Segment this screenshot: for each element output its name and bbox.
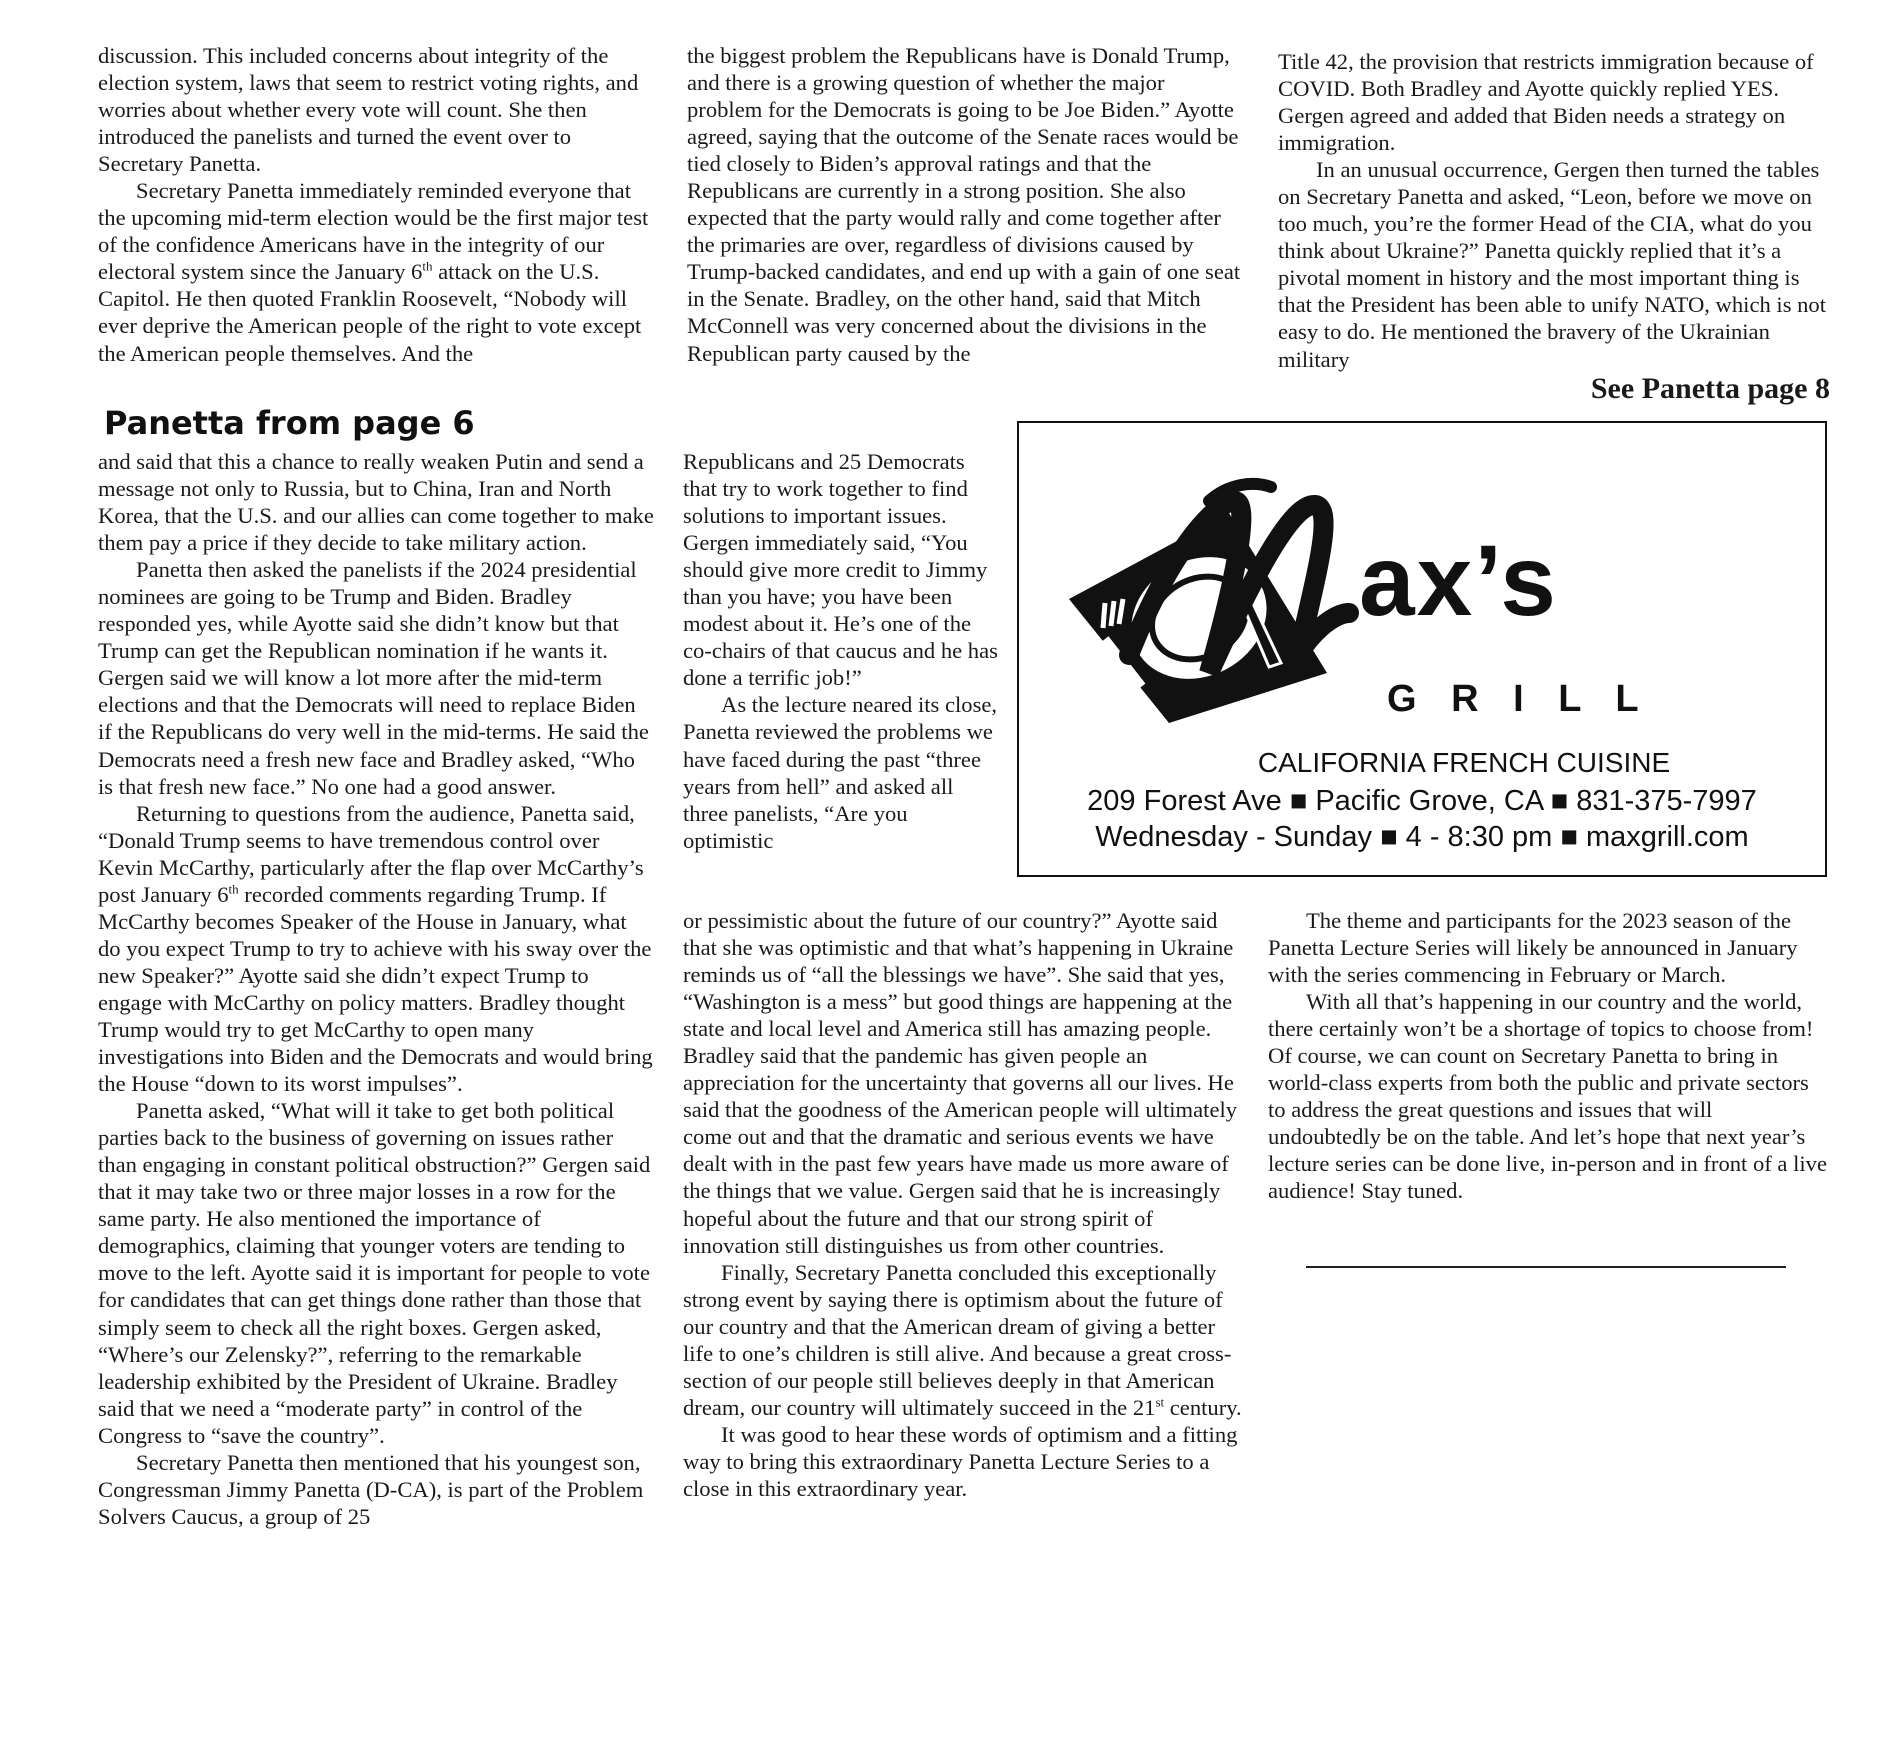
paragraph: With all that’s happening in our country and the world, there certainly won’t be a shortage of topics to choose from! Of course, we can count on Secretary Panetta to bring in world-class experts from both the public and private sectors to address the great questions and issues that will undoubtedly be on the table. And let’s hope that next year’s lecture series can be done live, in-person and in front of a live audience! Stay tuned.	[1268, 989, 1827, 1204]
paragraph: the biggest problem the Republicans have is Donald Trump, and there is a growing question of whether the major problem for the Democrats is going to be Joe Biden.” Ayotte agreed, saying that the outcome of the Senate races would be tied closely to Biden’s approval ratings and that the Republicans are currently in a strong position. She also expected that the party would rally and come together after the primaries are over, regardless of divisions caused by Trump-backed candidates, and end up with a gain of one seat in the Senate. Bradley, on the other hand, said that Mitch McConnell was very concerned about the divisions in the Republican party caused by the	[687, 43, 1241, 366]
paragraph: Panetta asked, “What will it take to get both political parties back to the business of governing on issues rather than engaging in constant political obstruction?” Gergen said that it may take two or three major losses in a row for the same party. He also mentioned the importance of demographics, claiming that younger voters are tending to move to the left. Ayotte said it is important for people to vote for candidates that can get things done rather than those that simply seem to check all the right boxes. Gergen asked, “Where’s our Zelensky?”, referring to the remarkable leadership exhibited by the President of Ukraine. Bradley said that we need a “moderate party” in control of the Congress to “save the country”.	[98, 1098, 651, 1448]
paragraph: Title 42, the provision that restricts immigration because of COVID. Both Bradley and Ayotte quickly replied YES. Gergen agreed and added that Biden needs a strategy on immigration.	[1278, 49, 1814, 156]
paragraph	[98, 177, 654, 366]
paragraph	[98, 800, 654, 1098]
logo-grill: G R I L L	[1387, 678, 1651, 720]
paragraph: discussion. This included concerns about integrity of the election system, laws that seem to restrict voting rights, and worries about whether every vote will count. She then introduced the panelists and turned the event over to Secretary Panetta.	[98, 43, 639, 177]
maxs-grill-logo	[1019, 423, 1825, 723]
text-run: Returning to questions from the audience, Panetta said, “Donald Trump seems to have tremendous control over Kevin McCarthy, particularly after the flap over McCarthy’s post January 6	[98, 800, 644, 907]
paragraph: The theme and participants for the 2023 season of the Panetta Lecture Series will likely be announced in January with the series commencing in February or March.	[1268, 908, 1798, 988]
text-run: attack on the U.S. Capitol. He then quoted Franklin Roosevelt, “Nobody will ever deprive the American people of the right to vote except the American people themselves. And the	[98, 259, 642, 366]
top-column-3	[1278, 48, 1832, 373]
bottom-column-1	[98, 448, 654, 1530]
bottom-column-2-wide	[683, 907, 1245, 1502]
text-run: century.	[1164, 1394, 1242, 1420]
maxs-grill-advertisement[interactable]	[1017, 421, 1827, 877]
paragraph: Panetta then asked the panelists if the 2024 presidential nominees are going to be Trump and Biden. Bradley responded yes, while Ayotte said she didn’t know but that Trump can get the Republican nomination if he wants it. Gergen said we will know a lot more after the mid-term elections and that the Democrats will need to replace Biden if the Republicans do very well in the mid-terms. He said the Democrats need a fresh new face and Bradley asked, “Who is that fresh new face.” No one had a good answer.	[98, 557, 649, 799]
paragraph: It was good to hear these words of optimism and a fitting way to bring this extraordinary Panetta Lecture Series to a close in this extraordinary year.	[683, 1421, 1238, 1501]
paragraph: Secretary Panetta then mentioned that his youngest son, Congressman Jimmy Panetta (D-CA), is part of the Problem Solvers Caucus, a group of 25	[98, 1449, 644, 1529]
top-column-1	[98, 42, 654, 367]
ad-tagline: CALIFORNIA FRENCH CUISINE	[1257, 747, 1671, 778]
paragraph: In an unusual occurrence, Gergen then turned the tables on Secretary Panetta and asked, “Leon, before we move on too much, you’re the former Head of the CIA, what do you think about Ukraine?” Panetta quickly replied that it’s a pivotal moment in history and the most important thing is that the President has been able to unify NATO, which is not easy to do. He mentioned the bravery of the Ukrainian military	[1278, 157, 1827, 372]
ad-hours: Wednesday - Sunday ■ 4 - 8:30 pm ■ maxgrill.com	[1095, 821, 1749, 853]
paragraph	[683, 1259, 1245, 1421]
text-run: Finally, Secretary Panetta concluded this exceptionally strong event by saying there is optimism about the future of our country and that the American dream of giving a better life to one’s children is still alive. And because a great cross-section of our people still believes deeply in that American dream, our country will ultimately succeed in the 21	[683, 1259, 1232, 1420]
continued-heading: Panetta from page 6	[104, 404, 475, 442]
superscript: th	[228, 881, 239, 897]
text-run: recorded comments regarding Trump. If McCarthy becomes Speaker of the House in January, what do you expect Trump to try to achieve with his sway over the new Speaker?” Ayotte said she didn’t expect Trump to engage with McCarthy on policy matters. Bradley thought Trump would try to get McCarthy to open many investigations into Biden and the Democrats and would bring the House “down to its worst impulses”.	[98, 881, 653, 1097]
logo-wordmark: ax’s	[1359, 525, 1558, 637]
see-next-page-jump[interactable]: See Panetta page 8	[1590, 372, 1830, 405]
text-run: Secretary Panetta immediately reminded everyone that the upcoming mid-term election would be the first major test of the confidence Americans have in the integrity of our electoral system since the January 6	[98, 178, 649, 285]
end-rule	[1306, 1266, 1786, 1268]
paragraph: As the lecture neared its close, Panetta reviewed the problems we have faced during the past “three years from hell” and asked all three panelists, “Are you optimistic	[683, 692, 998, 853]
ad-address: 209 Forest Ave ■ Pacific Grove, CA ■ 831-375-7997	[1087, 785, 1757, 817]
superscript: th	[422, 258, 433, 274]
paragraph: Republicans and 25 Democrats that try to work together to find solutions to important issues. Gergen immediately said, “You should give more credit to Jimmy than you have; you have been modest about it. He’s one of the co-chairs of that caucus and he has done a terrific job!”	[683, 449, 998, 691]
top-column-2	[687, 42, 1245, 367]
bottom-column-3	[1268, 907, 1830, 1205]
paragraph: or pessimistic about the future of our country?” Ayotte said that she was optimistic and that what’s happening in Ukraine reminds us of “all the blessings we have”. She said that yes, “Washington is a mess” but good things are happening at the state and local level and America still has amazing people. Bradley said that the pandemic has given people an appreciation for the uncertainty that governs all our lives. He said that the goodness of the American people will ultimately come out and that the dramatic and serious events we have dealt with in the past few years have made us more aware of the things that we value. Gergen said that he is increasingly hopeful about the future and that our strong spirit of innovation still distinguishes us from other countries.	[683, 908, 1238, 1258]
bottom-column-2-narrow	[683, 448, 1001, 854]
paragraph: and said that this a chance to really weaken Putin and send a message not only to Russia, but to China, Iran and North Korea, that the U.S. and our allies can come together to make them pay a price if they decide to take military action.	[98, 449, 654, 556]
superscript: st	[1155, 1394, 1165, 1410]
